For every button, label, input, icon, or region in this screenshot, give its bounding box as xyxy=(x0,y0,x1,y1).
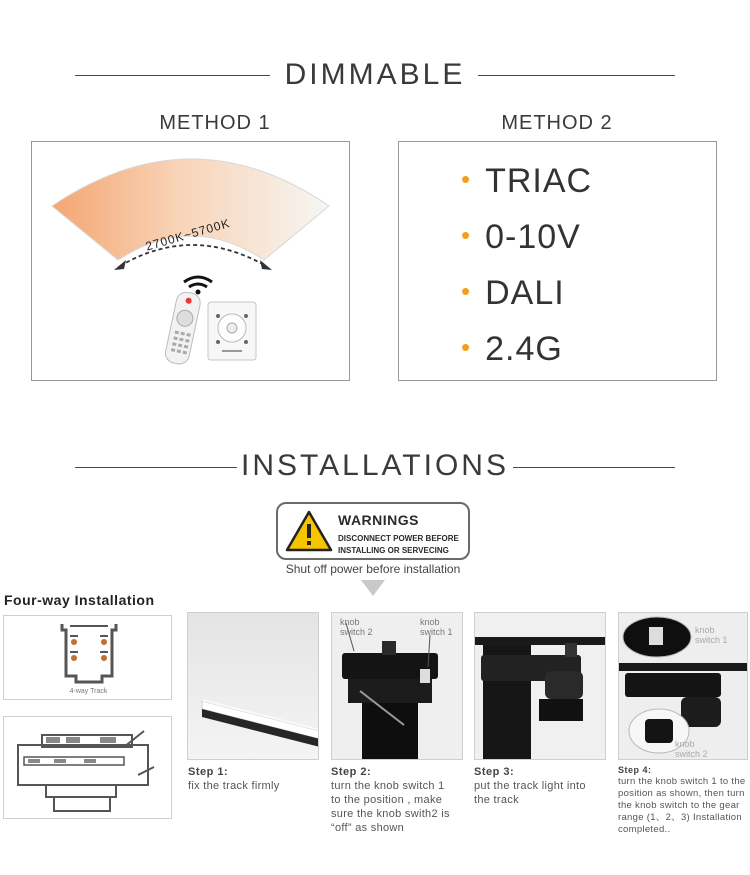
final-photo-icon xyxy=(619,613,748,760)
track-caption: 4-way Track xyxy=(69,688,108,695)
step3-photo xyxy=(474,612,606,760)
method2-item-0-10v: • 0-10V xyxy=(461,218,581,256)
warning-triangle-icon xyxy=(284,509,334,553)
method1-label: METHOD 1 xyxy=(159,112,271,134)
dimmable-rule-right xyxy=(478,75,675,76)
step4-knob-switch1-label: knob switch 1 xyxy=(695,625,728,645)
four-way-adapter-diagram xyxy=(3,716,172,819)
adapter-drawing-icon xyxy=(4,717,172,819)
warning-line1: DISCONNECT POWER BEFORE xyxy=(338,534,459,543)
installations-title: INSTALLATIONS xyxy=(241,449,509,482)
step4-photo xyxy=(618,612,748,760)
wifi-icon xyxy=(184,277,212,295)
shutoff-notice: Shut off power before installation xyxy=(285,562,461,576)
track-rail-icon xyxy=(188,613,319,760)
method2-panel xyxy=(398,141,717,381)
step3-title: Step 3: xyxy=(474,766,515,778)
color-temperature-arc xyxy=(32,142,351,382)
wall-panel-icon xyxy=(208,302,256,360)
step2-text: turn the knob switch 1 to the position , make sure the knob swith2 is “off” as shown xyxy=(331,780,450,834)
step3-text: put the track light into the track xyxy=(474,780,586,806)
warning-title: WARNINGS xyxy=(338,512,419,528)
bullet-icon: • xyxy=(461,220,472,250)
step2-knob-switch2-label: knob switch 2 xyxy=(340,617,373,637)
method2-item-2-4g: • 2.4G xyxy=(461,330,563,368)
step4-text: turn the knob switch 1 to the position as shown, then turn the knob switch to the gear range (1、2、3) Installation completed.. xyxy=(618,776,746,835)
bullet-icon: • xyxy=(461,332,472,362)
step2-title: Step 2: xyxy=(331,766,372,778)
down-arrow-icon xyxy=(359,578,387,598)
installations-rule-right xyxy=(513,467,675,468)
step1-title: Step 1: xyxy=(188,766,229,778)
warning-line2: INSTALLING OR SERVECING xyxy=(338,546,449,555)
warning-box xyxy=(276,502,470,560)
step4-title: Step 4: xyxy=(618,765,652,775)
step2-photo xyxy=(331,612,463,760)
method1-panel xyxy=(31,141,350,381)
bullet-icon: • xyxy=(461,164,472,194)
four-way-track-diagram xyxy=(3,615,172,700)
color-temperature-range: 2700K~5700K xyxy=(144,215,232,254)
dimmable-title: DIMMABLE xyxy=(284,58,466,91)
method2-label: METHOD 2 xyxy=(501,112,613,134)
four-way-title: Four-way Installation xyxy=(4,592,155,608)
method2-item-triac: • TRIAC xyxy=(461,162,593,200)
bullet-icon: • xyxy=(461,276,472,306)
step1-text: fix the track firmly xyxy=(188,780,280,792)
step4-knob-switch2-label: knob switch 2 xyxy=(675,739,708,759)
step1-photo xyxy=(187,612,319,760)
remote-control-icon xyxy=(164,290,202,365)
mounting-photo-icon xyxy=(475,613,606,760)
step2-knob-switch1-label: knob switch 1 xyxy=(420,617,453,637)
method2-item-dali: • DALI xyxy=(461,274,565,312)
